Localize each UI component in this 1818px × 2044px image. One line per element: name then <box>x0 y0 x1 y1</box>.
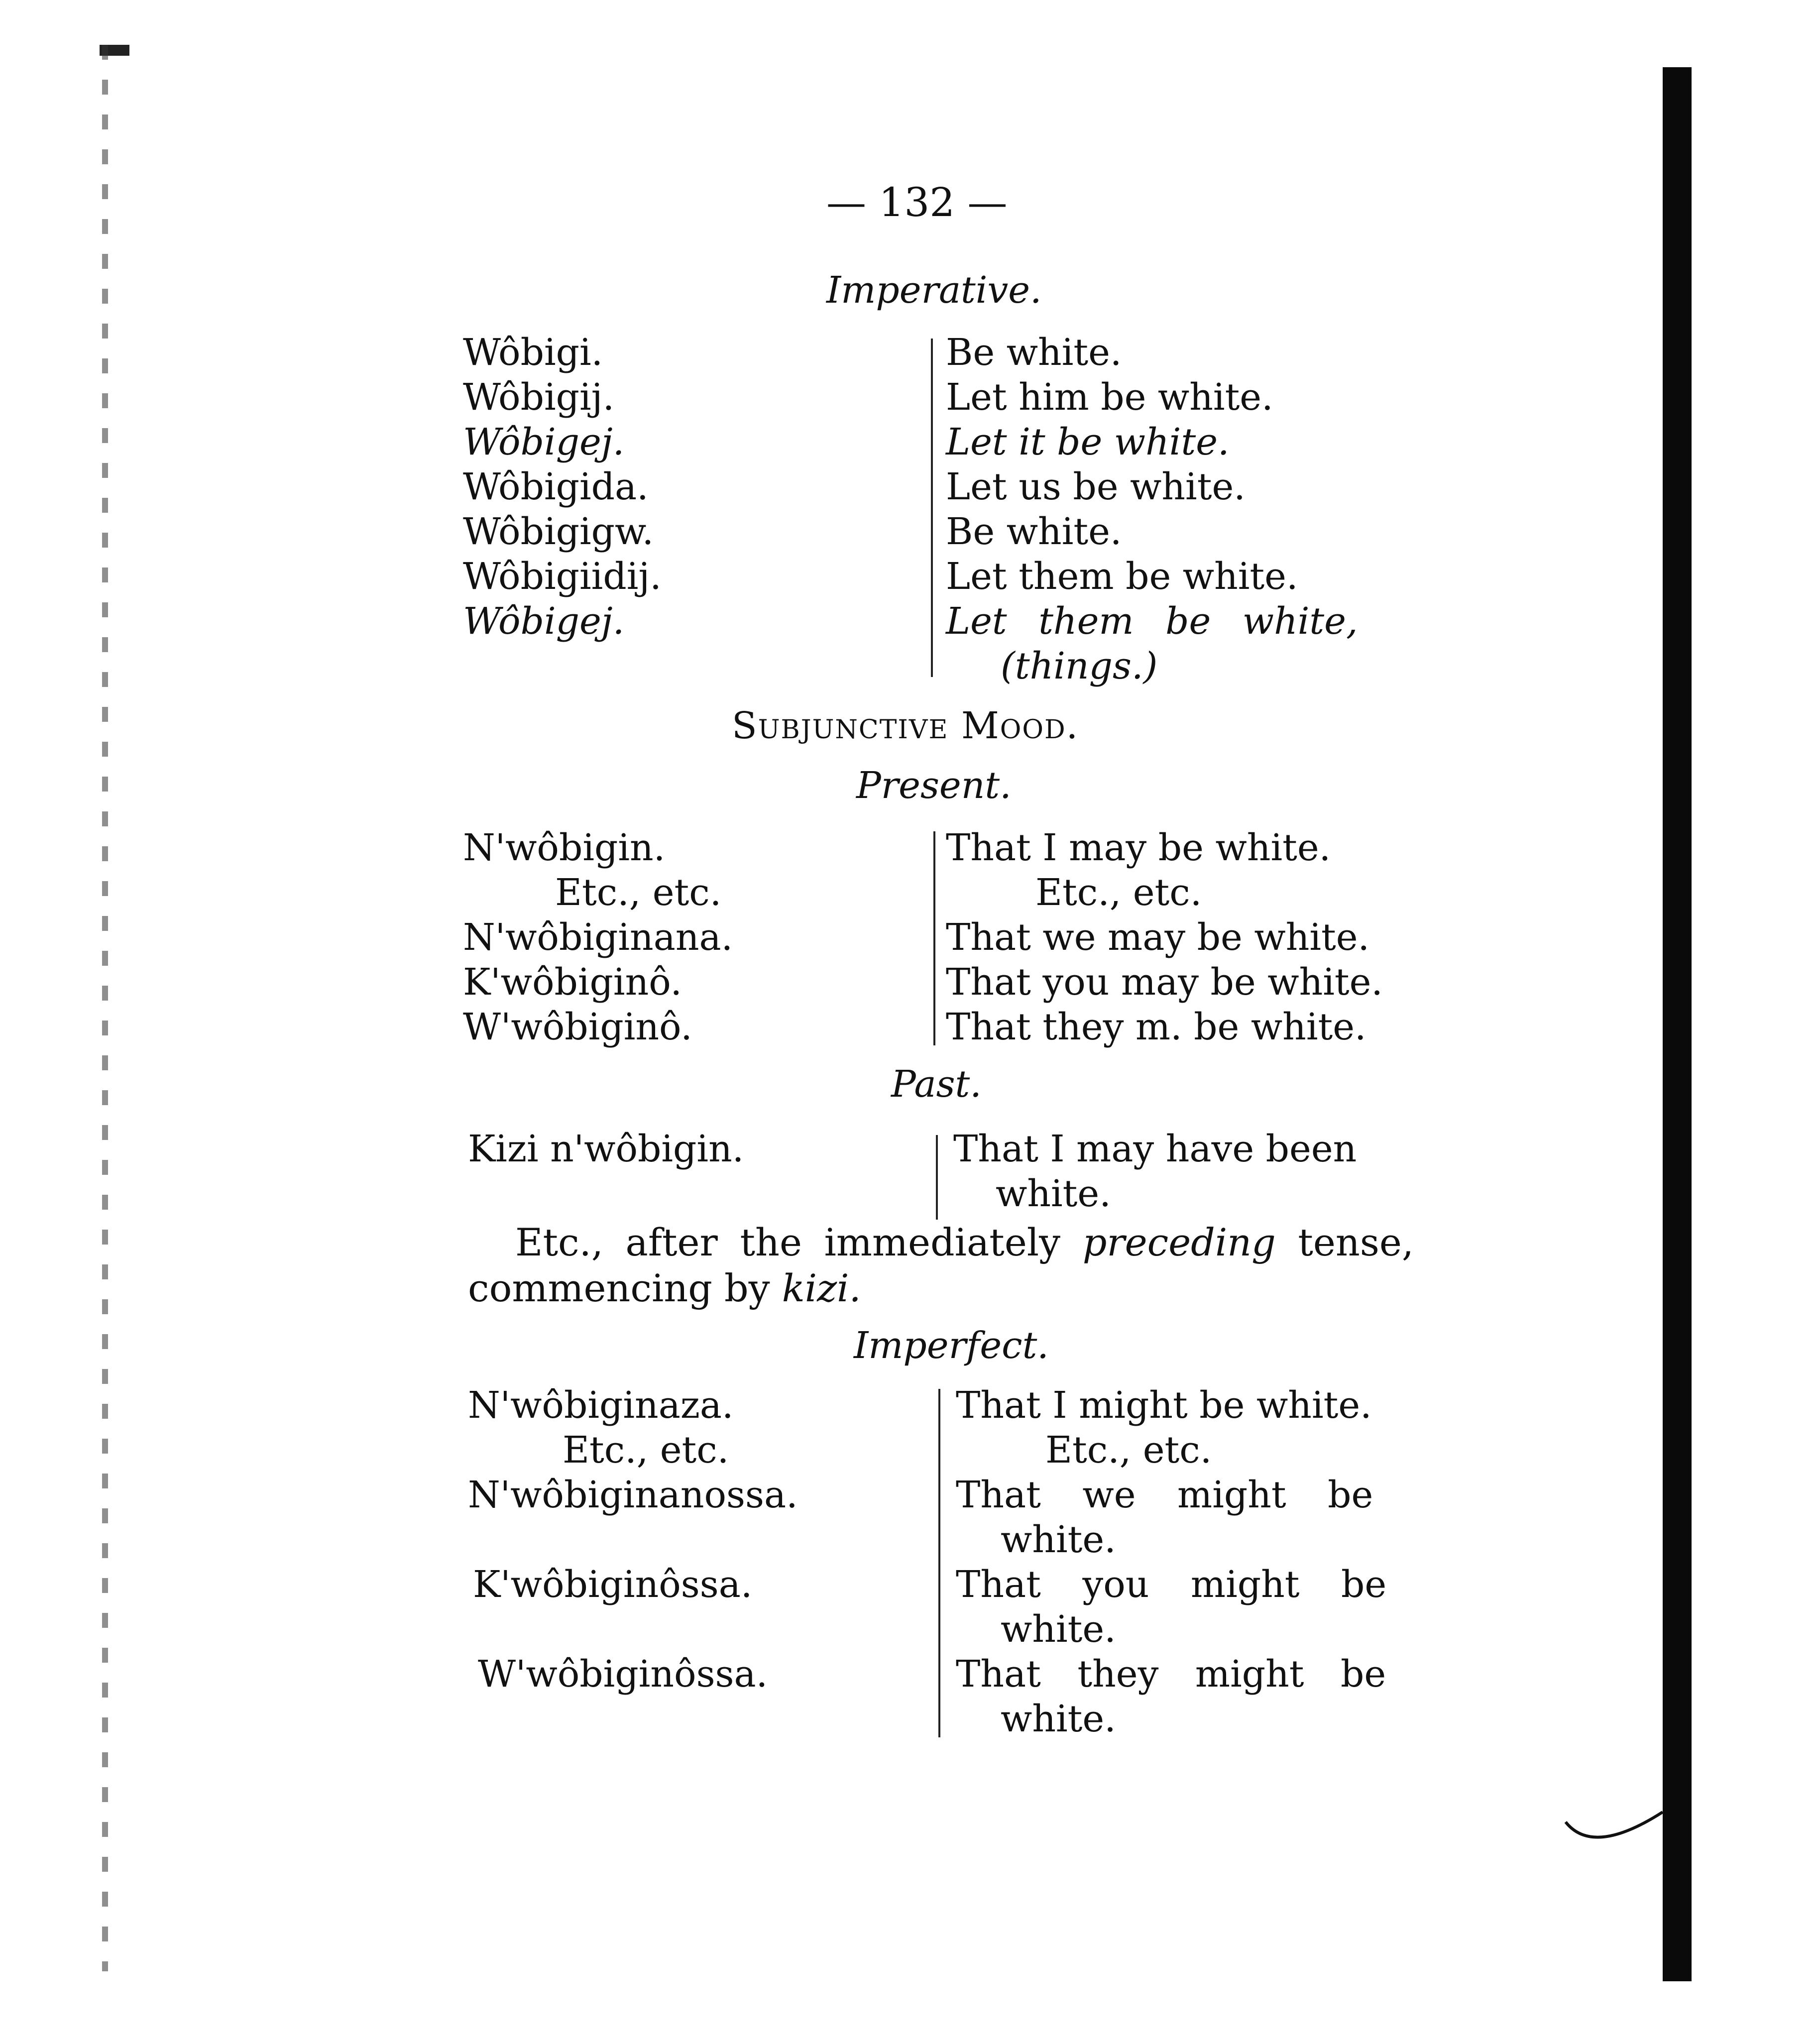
past-heading: Past. <box>891 1063 982 1106</box>
translation: That I may have been <box>953 1128 1357 1170</box>
translation: Let them be white. <box>946 555 1298 598</box>
translation: That I might be white. <box>956 1384 1372 1427</box>
present-heading: Present. <box>856 764 1012 807</box>
translation: That I may be white. <box>946 826 1331 869</box>
native-form: K'wôbiginôssa. <box>473 1563 753 1606</box>
table-row <box>0 1128 1818 1172</box>
native-form: Wôbigij. <box>463 376 615 419</box>
table-row <box>0 916 1818 961</box>
translation-continuation: (things.) <box>1001 645 1158 687</box>
native-form: W'wôbiginô. <box>463 1006 692 1048</box>
translation: That you might be <box>956 1563 1387 1606</box>
translation: Let it be white. <box>946 421 1230 463</box>
table-row <box>0 510 1818 555</box>
translation: Let us be white. <box>946 465 1246 508</box>
page-number: — 132 — <box>826 179 1008 226</box>
native-form: Wôbigej. <box>463 421 625 463</box>
ink-mark <box>1563 1807 1668 1862</box>
native-form: N'wôbiginaza. <box>468 1384 734 1427</box>
translation-continuation: white. <box>1001 1698 1116 1740</box>
table-row <box>0 1474 1818 1518</box>
table-row <box>0 961 1818 1006</box>
table-row <box>0 1006 1818 1050</box>
table-row <box>0 1563 1818 1608</box>
translation-continuation: white. <box>1001 1608 1116 1651</box>
translation: That they might be <box>956 1653 1386 1696</box>
imperative-heading: Imperative. <box>826 269 1042 312</box>
note-text: tense, commencing by <box>468 1220 1414 1310</box>
table-row <box>0 1698 1818 1742</box>
translation-continuation: white. <box>1001 1518 1116 1561</box>
native-form: Wôbigej. <box>463 600 625 643</box>
native-form: K'wôbiginô. <box>463 961 682 1004</box>
table-row <box>0 331 1818 376</box>
translation: Etc., etc. <box>1045 1429 1212 1472</box>
translation: That you may be white. <box>946 961 1383 1004</box>
note-text: Etc., after the immediately <box>515 1220 1083 1264</box>
table-row <box>0 421 1818 465</box>
native-form: N'wôbiginanossa. <box>468 1474 798 1516</box>
past-note <box>468 1220 1414 1311</box>
table-row <box>0 1384 1818 1429</box>
native-form: Etc., etc. <box>563 1429 729 1472</box>
native-form: Wôbigigw. <box>463 510 654 553</box>
translation: Be white. <box>946 510 1122 553</box>
table-row <box>0 826 1818 871</box>
translation: That they m. be white. <box>946 1006 1366 1048</box>
note-emphasis: preceding <box>1082 1220 1276 1264</box>
note-emphasis: kizi. <box>782 1266 861 1310</box>
table-row <box>0 376 1818 421</box>
native-form: Wôbigi. <box>463 331 603 374</box>
table-row <box>0 871 1818 916</box>
native-form: Etc., etc. <box>555 871 722 914</box>
table-row <box>0 1653 1818 1698</box>
subjunctive-heading <box>732 704 1079 747</box>
table-row <box>0 600 1818 645</box>
translation: Etc., etc. <box>1035 871 1202 914</box>
translation-continuation: white. <box>996 1172 1111 1215</box>
table-row <box>0 1429 1818 1474</box>
translation: That we might be <box>956 1474 1373 1516</box>
imperfect-heading: Imperfect. <box>854 1324 1049 1367</box>
translation: That we may be white. <box>946 916 1370 959</box>
table-row <box>0 645 1818 689</box>
table-row <box>0 465 1818 510</box>
translation: Be white. <box>946 331 1122 374</box>
translation: Let him be white. <box>946 376 1273 419</box>
native-form: Kizi n'wôbigin. <box>468 1128 744 1170</box>
translation: Let them be white, <box>946 600 1358 643</box>
native-form: Wôbigiidij. <box>463 555 662 598</box>
table-row <box>0 555 1818 600</box>
native-form: N'wôbiginana. <box>463 916 733 959</box>
subjunctive-heading-text: Subjunctive Mood. <box>732 704 1079 747</box>
table-row <box>0 1172 1818 1217</box>
table-row <box>0 1608 1818 1653</box>
table-row <box>0 1518 1818 1563</box>
native-form: Wôbigida. <box>463 465 649 508</box>
native-form: N'wôbigin. <box>463 826 666 869</box>
native-form: W'wôbiginôssa. <box>478 1653 768 1696</box>
